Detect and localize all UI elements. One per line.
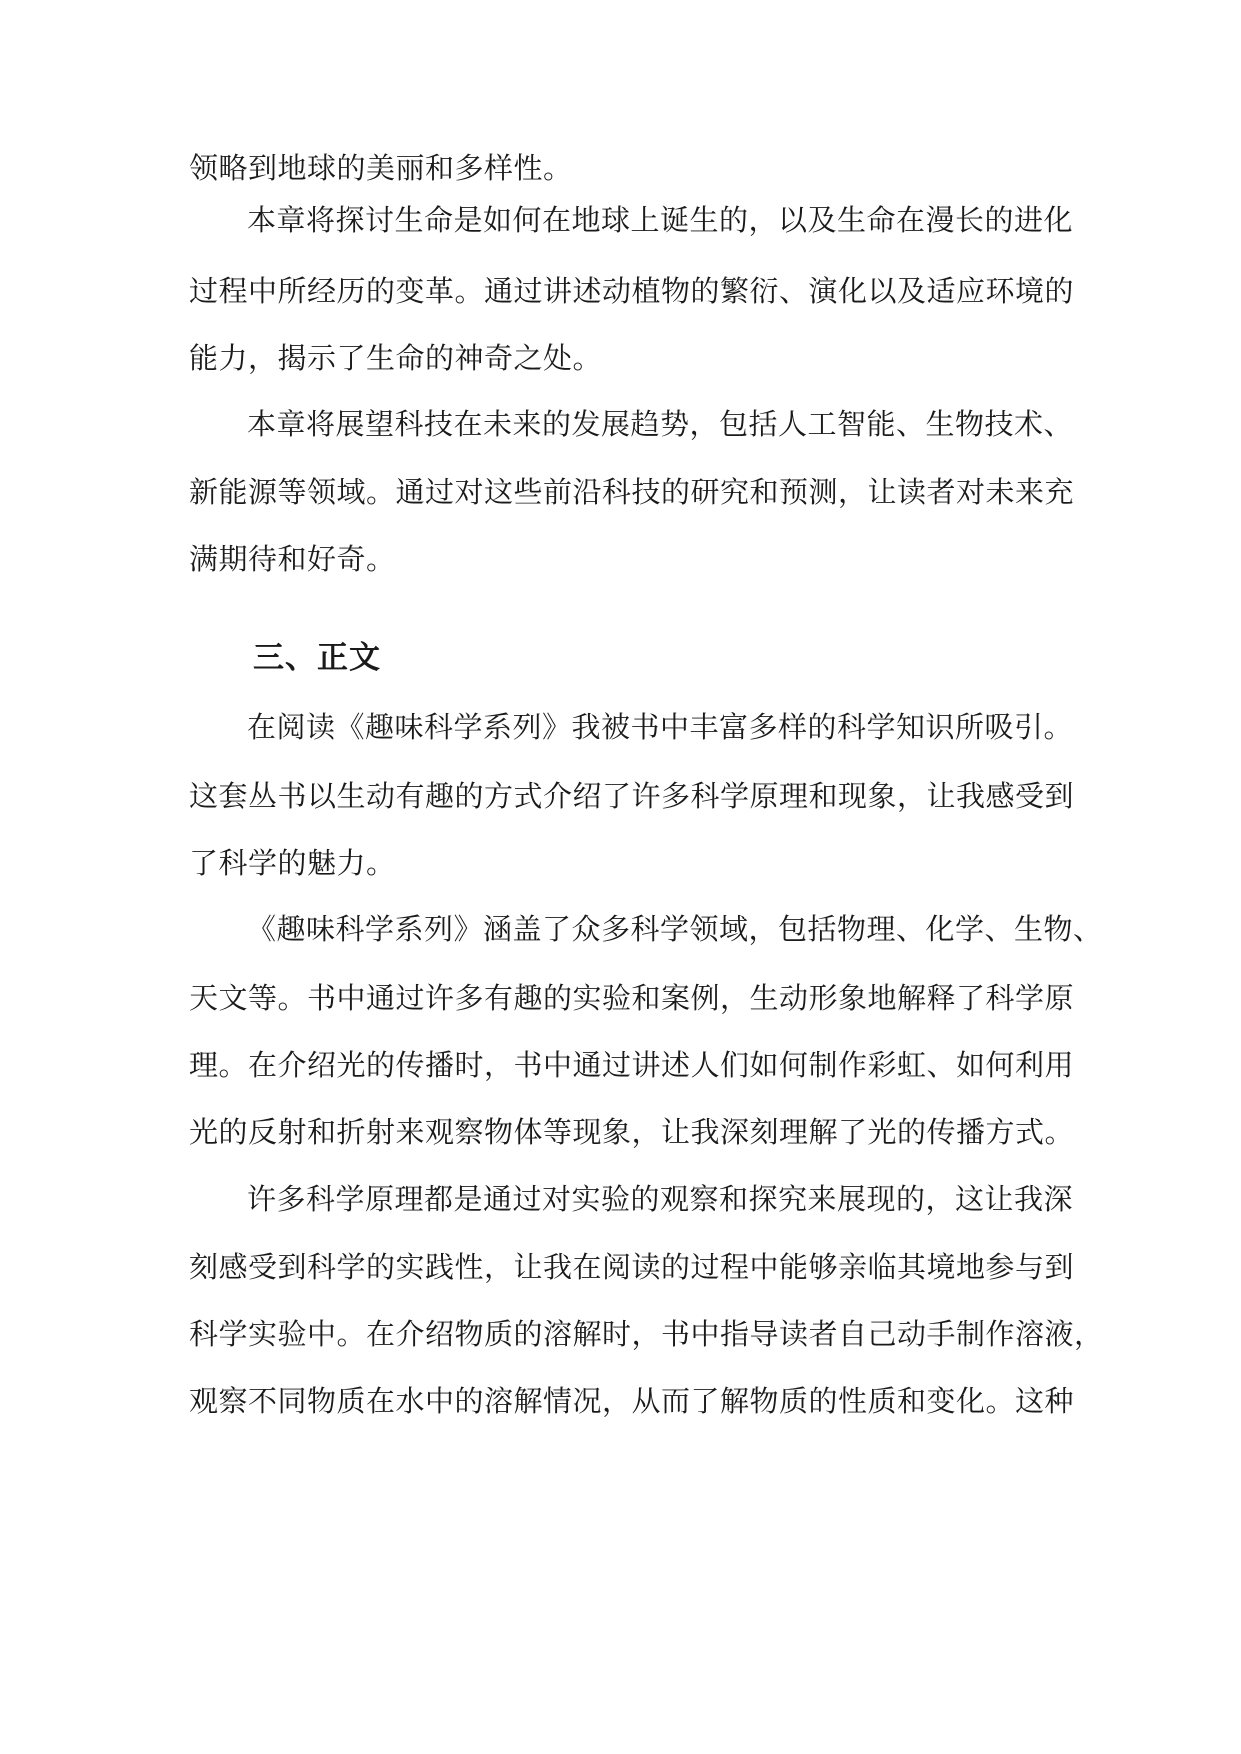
text-line: 过程中所经历的变革。通过讲述动植物的繁衍、演化以及适应环境的 (189, 274, 1075, 308)
text-line: 观察不同物质在水中的溶解情况，从而了解物质的性质和变化。这种 (189, 1384, 1075, 1418)
text-line: 满期待和好奇。 (189, 542, 396, 576)
text-line: 领略到地球的美丽和多样性。 (189, 151, 573, 185)
text-line: 科学实验中。在介绍物质的溶解时，书中指导读者自己动手制作溶液， (189, 1317, 1104, 1351)
text-line: 理。在介绍光的传播时，书中通过讲述人们如何制作彩虹、如何利用 (189, 1048, 1075, 1082)
paragraph-first-line: 《趣味科学系列》涵盖了众多科学领域，包括物理、化学、生物、 (247, 912, 1103, 946)
paragraph-first-line: 许多科学原理都是通过对实验的观察和探究来展现的，这让我深 (247, 1182, 1074, 1216)
paragraph-first-line: 在阅读《趣味科学系列》我被书中丰富多样的科学知识所吸引。 (247, 710, 1074, 744)
text-line: 新能源等领域。通过对这些前沿科技的研究和预测，让读者对未来充 (189, 475, 1075, 509)
text-line: 天文等。书中通过许多有趣的实验和案例，生动形象地解释了科学原 (189, 981, 1075, 1015)
text-line: 刻感受到科学的实践性，让我在阅读的过程中能够亲临其境地参与到 (189, 1250, 1075, 1284)
section-heading: 三、正文 (253, 640, 381, 676)
paragraph-first-line: 本章将探讨生命是如何在地球上诞生的，以及生命在漫长的进化 (247, 203, 1074, 237)
text-line: 能力，揭示了生命的神奇之处。 (189, 341, 603, 375)
paragraph-first-line: 本章将展望科技在未来的发展趋势，包括人工智能、生物技术、 (247, 407, 1074, 441)
text-line: 光的反射和折射来观察物体等现象，让我深刻理解了光的传播方式。 (189, 1115, 1075, 1149)
text-line: 了科学的魅力。 (189, 846, 396, 880)
text-line: 这套丛书以生动有趣的方式介绍了许多科学原理和现象，让我感受到 (189, 779, 1075, 813)
